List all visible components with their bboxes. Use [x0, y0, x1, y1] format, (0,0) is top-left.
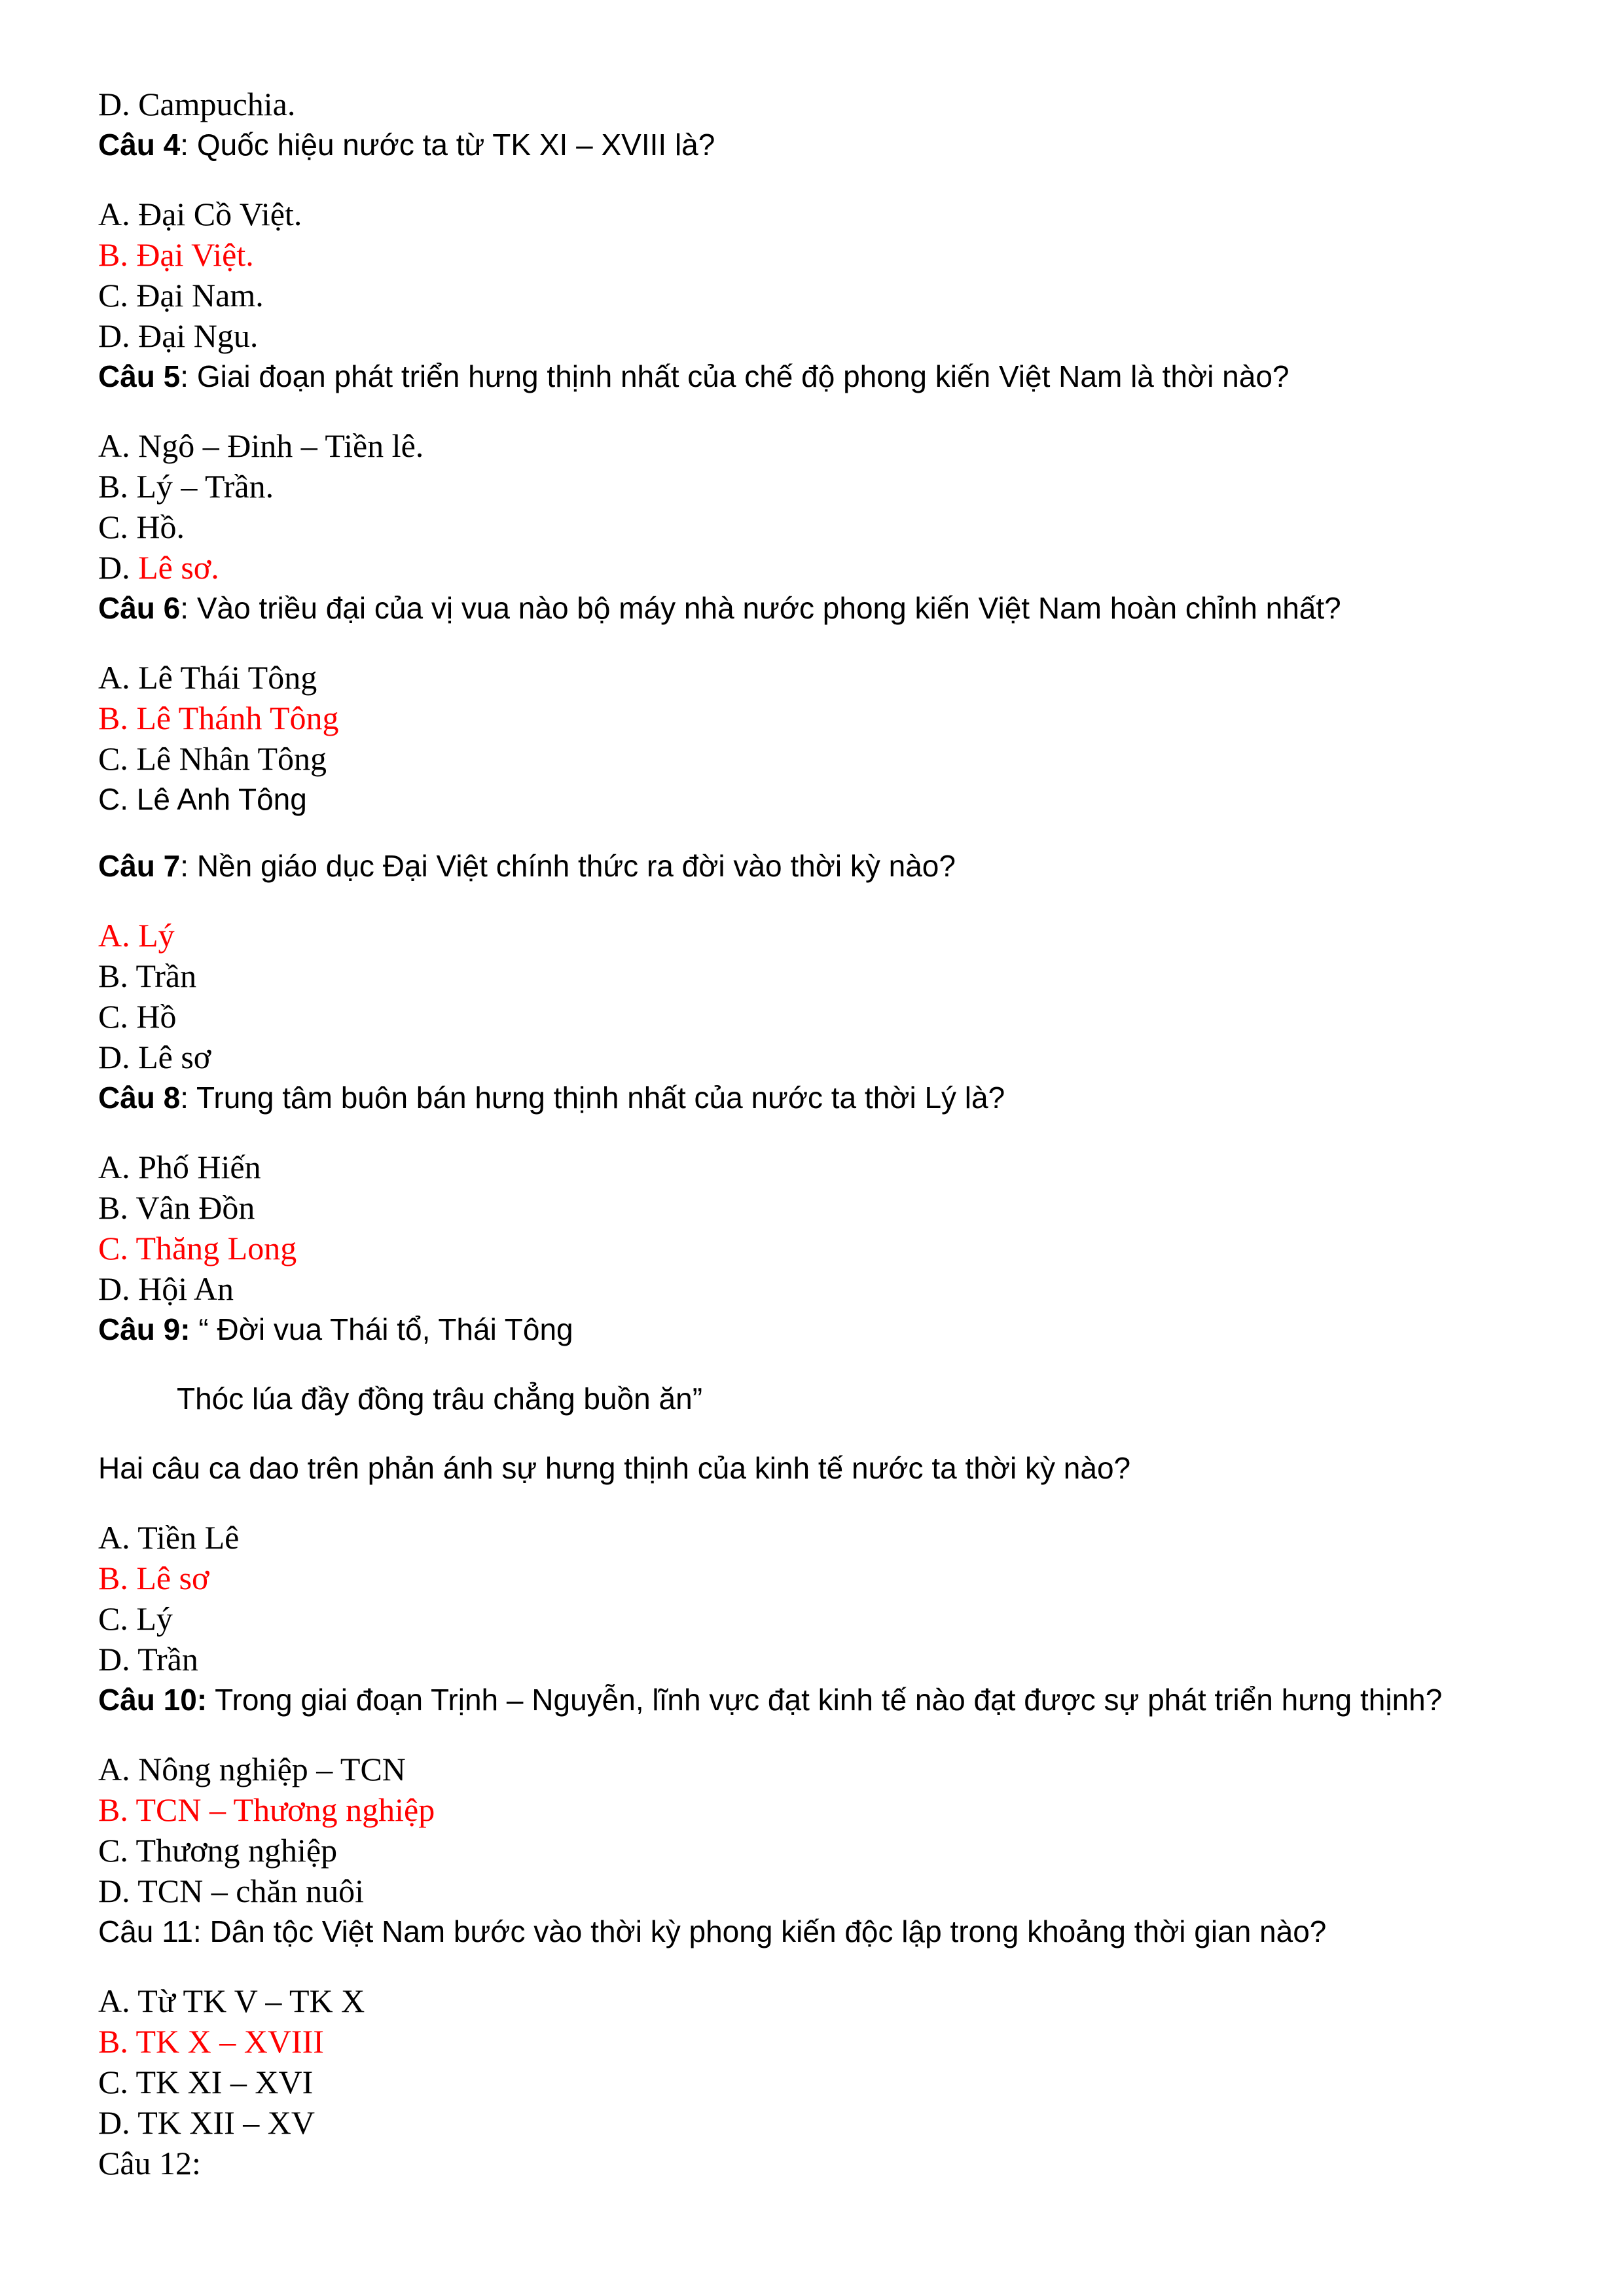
question-12: Câu 12: — [98, 2145, 201, 2181]
q8-option-b: B. Vân Đồn — [98, 1189, 255, 1226]
document-page — [98, 84, 1538, 2183]
q9-verse-line-2: Thóc lúa đầy đồng trâu chẳng buồn ăn” — [177, 1382, 703, 1416]
question-7 — [98, 846, 1538, 886]
q6-option-c: C. Lê Nhân Tông — [98, 740, 327, 777]
q10-option-a: A. Nông nghiệp – TCN — [98, 1751, 406, 1787]
q4-option-d: D. Đại Ngu. — [98, 317, 259, 354]
q8-option-c-correct: C. Thăng Long — [98, 1230, 297, 1266]
question-text: Trong giai đoạn Trịnh – Nguyễn, lĩnh vực đạt kinh tế nào đạt được sự phát triển hưng thịnh? — [207, 1683, 1443, 1717]
q7-option-d: D. Lê sơ — [98, 1039, 211, 1075]
option-text-correct: Lê sơ. — [138, 549, 219, 586]
q8-option-a: A. Phố Hiến — [98, 1149, 261, 1185]
q4-option-c: C. Đại Nam. — [98, 277, 264, 314]
q7-option-b: B. Trần — [98, 958, 197, 994]
question-text: : Nền giáo dục Đại Việt chính thức ra đời vào thời kỳ nào? — [180, 849, 956, 883]
q10-option-b-correct: B. TCN – Thương nghiệp — [98, 1791, 435, 1828]
q5-option-b: B. Lý – Trần. — [98, 468, 274, 505]
option-letter: D. — [98, 549, 139, 586]
q4-option-a: A. Đại Cồ Việt. — [98, 196, 302, 232]
q9-option-d: D. Trần — [98, 1641, 198, 1677]
q8-option-d: D. Hội An — [98, 1270, 234, 1307]
q5-option-c: C. Hồ. — [98, 509, 185, 545]
q7-option-a-correct: A. Lý — [98, 917, 175, 954]
question-5 — [98, 356, 1538, 397]
prev-question-option-d: D. Campuchia. — [98, 86, 296, 122]
q11-option-d: D. TK XII – XV — [98, 2104, 315, 2141]
q10-option-c: C. Thương nghiệp — [98, 1832, 338, 1869]
q9-option-c: C. Lý — [98, 1600, 173, 1637]
question-9 — [98, 1309, 1538, 1350]
q11-option-c: C. TK XI – XVI — [98, 2064, 314, 2100]
question-8 — [98, 1077, 1538, 1118]
q10-option-d: D. TCN – chăn nuôi — [98, 1873, 364, 1909]
q5-option-d — [98, 547, 1538, 588]
q6-option-c2: C. Lê Anh Tông — [98, 782, 307, 816]
q6-option-a: A. Lê Thái Tông — [98, 659, 317, 696]
q7-option-c: C. Hồ — [98, 998, 177, 1035]
question-text: : Giai đoạn phát triển hưng thịnh nhất của chế độ phong kiến Việt Nam là thời nào? — [180, 359, 1290, 393]
question-number: Câu 9: — [98, 1312, 190, 1346]
q6-option-b-correct: B. Lê Thánh Tông — [98, 700, 339, 736]
question-number: Câu 6 — [98, 591, 181, 625]
q4-option-b-correct: B. Đại Việt. — [98, 236, 254, 273]
question-number: Câu 10: — [98, 1683, 208, 1717]
q9-question-prompt: Hai câu ca dao trên phản ánh sự hưng thịnh của kinh tế nước ta thời kỳ nào? — [98, 1451, 1131, 1485]
question-text: : Quốc hiệu nước ta từ TK XI – XVIII là? — [180, 128, 715, 162]
question-number: Câu 4 — [98, 128, 181, 162]
question-6 — [98, 588, 1538, 628]
q11-option-b-correct: B. TK X – XVIII — [98, 2023, 324, 2060]
question-number: Câu 7 — [98, 849, 181, 883]
question-number: Câu 5 — [98, 359, 181, 393]
q9-option-b-correct: B. Lê sơ — [98, 1560, 209, 1596]
question-number: Câu 8 — [98, 1081, 181, 1115]
q9-option-a: A. Tiền Lê — [98, 1519, 240, 1556]
q5-option-a: A. Ngô – Đinh – Tiền lê. — [98, 427, 424, 464]
question-10 — [98, 1679, 1538, 1720]
question-4 — [98, 124, 1538, 165]
question-text: : Vào triều đại của vị vua nào bộ máy nhà nước phong kiến Việt Nam hoàn chỉnh nhất? — [180, 591, 1341, 625]
question-text: : Trung tâm buôn bán hưng thịnh nhất của nước ta thời Lý là? — [180, 1081, 1005, 1115]
question-11: Câu 11: Dân tộc Việt Nam bước vào thời kỳ phong kiến độc lập trong khoảng thời gian nào? — [98, 1914, 1327, 1948]
q11-option-a: A. Từ TK V – TK X — [98, 1982, 365, 2019]
question-text: “ Đời vua Thái tổ, Thái Tông — [190, 1312, 573, 1346]
